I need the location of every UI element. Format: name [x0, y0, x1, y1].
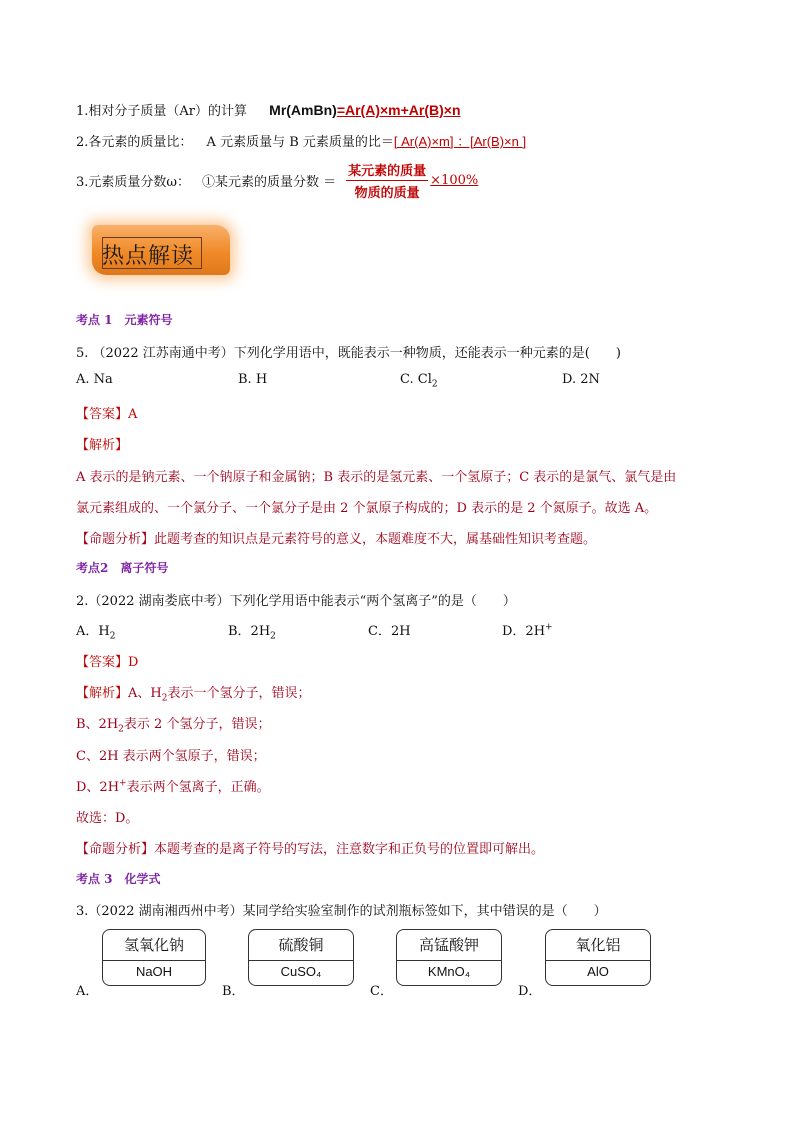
option-c-sub: 2: [431, 379, 438, 390]
section1-analysis-line1: A 表示的是钠元素、一个钠原子和金属钠；B 表示的是氢元素、一个氢原子；C 表示的是氯气、氯气是由: [76, 470, 677, 485]
reagent-label-d: [545, 929, 651, 986]
option-b-text: B．2H: [228, 624, 271, 639]
option-d: [502, 620, 553, 639]
analysis-a-post: 表示一个氢分子，错误；: [167, 686, 311, 701]
analysis-b-post: 表示 2 个氢分子，错误；: [123, 717, 271, 732]
section2-analysis-d: [76, 776, 270, 795]
option-a: A. Na: [76, 372, 113, 387]
hotspot-banner: [88, 215, 236, 281]
section1-question: 5. （2022 江苏南通中考）下列化学用语中，既能表示一种物质，还能表示一种元素的是( ): [76, 346, 621, 361]
section2-analysis-a: [76, 682, 311, 704]
option-b-sub: 2: [270, 631, 276, 642]
section1-answer: 【答案】A: [76, 407, 138, 422]
reagent-name: 氢氧化钠: [103, 930, 205, 961]
option-c: [400, 372, 438, 390]
section2-analysis-label: 【解析】: [76, 686, 129, 701]
option-a: [76, 620, 115, 642]
formula-line-1: [76, 100, 461, 119]
section2-analysis-c: C、2H 表示两个氢原子，错误；: [76, 749, 266, 764]
analysis-d-post: 表示两个氢离子，正确。: [126, 780, 270, 795]
section1-options: [76, 372, 716, 392]
section2-analysis-b: [76, 713, 270, 735]
analysis-d-sup: +: [119, 778, 127, 789]
option-b-letter: B．: [222, 984, 245, 999]
option-c-text: C. Cl: [400, 372, 432, 387]
option-c-letter: C．: [370, 984, 393, 999]
option-d-text: D．2H: [502, 624, 546, 639]
option-b: [228, 620, 276, 642]
section3-question: 3.（2022 湖南湘西州中考）某同学给实验室制作的试剂瓶标签如下，其中错误的是（ ）: [76, 904, 607, 919]
section2-answer: 【答案】D: [76, 655, 139, 670]
formula-line-2: [76, 131, 526, 150]
analysis-d-pre: D、2H: [76, 780, 120, 795]
reagent-formula: KMnO₄: [427, 964, 471, 979]
reagent-formula: AlO: [587, 964, 609, 979]
section2-conclusion: 故选：D。: [76, 811, 139, 826]
analysis-a-sub: 2: [161, 693, 168, 704]
banner-title: 热点解读: [102, 244, 195, 269]
section2-comment: 【命题分析】本题考查的是离子符号的写法，注意数字和正负号的位置即可解出。: [76, 842, 545, 857]
reagent-name: 高锰酸钾: [397, 930, 501, 961]
option-a-letter: A．: [76, 984, 99, 999]
option-a-text: A．H: [76, 624, 110, 639]
reagent-label-b: [248, 929, 354, 986]
formula-line-3: [76, 160, 492, 201]
reagent-formula: NaOH: [135, 964, 173, 979]
formula-line-1-label: 1.相对分子质量（Ar）的计算: [76, 104, 248, 119]
formula-line-3-text: ①某元素的质量分数 ＝: [202, 175, 337, 190]
analysis-b-sub: 2: [118, 724, 124, 735]
option-d-sup: +: [545, 622, 553, 633]
analysis-a-pre: A、H: [128, 686, 162, 701]
section2-options: [76, 620, 716, 642]
section1-comment: 【命题分析】此题考查的知识点是元素符号的意义，本题难度不大，属基础性知识考查题。: [76, 532, 597, 547]
formula-line-2-label: 2.各元素的质量比：: [76, 135, 193, 150]
formula-line-2-answer: [ Ar(A)×m] ：[Ar(B)×n ]: [393, 134, 527, 149]
formula-line-2-text: A 元素质量与 B 元素质量的比＝: [206, 135, 394, 150]
mass-fraction: [346, 160, 428, 201]
formula-line-1-answer: =Ar(A)×m+Ar(B)×n: [336, 102, 461, 118]
formula-line-1-prefix: Mr(AmBn): [269, 102, 337, 118]
formula-line-3-tail: ×100%: [430, 173, 479, 188]
mass-fraction-denominator: 物质的质量: [354, 186, 420, 201]
option-a-sub: 2: [109, 631, 116, 642]
section1-analysis-label: 【解析】: [76, 438, 129, 453]
option-d-letter: D．: [518, 984, 542, 999]
option-d: D. 2N: [562, 372, 600, 387]
reagent-label-c: [396, 929, 502, 986]
mass-fraction-numerator: 某元素的质量: [346, 160, 428, 181]
reagent-label-a: [102, 929, 206, 986]
section2-question: 2.（2022 湖南娄底中考）下列化学用语中能表示“两个氢离子”的是（ ）: [76, 594, 516, 609]
option-c: C．2H: [368, 624, 411, 639]
section1-analysis-line2: 氯元素组成的、一个氯分子、一个氯分子是由 2 个氯原子构成的；D 表示的是 2 个氮原子。故选 A。: [76, 501, 658, 516]
formula-line-3-label: 3.元素质量分数ω：: [76, 175, 191, 190]
analysis-b-pre: B、2H: [76, 717, 119, 732]
section1-heading: 考点 1 元素符号: [76, 313, 173, 327]
reagent-name: 氧化铝: [546, 930, 650, 961]
section2-heading: 考点2 离子符号: [76, 561, 169, 575]
section3-heading: 考点 3 化学式: [76, 872, 161, 886]
reagent-formula: CuSO₄: [280, 964, 322, 979]
option-b: B. H: [238, 372, 268, 387]
reagent-name: 硫酸铜: [249, 930, 353, 961]
